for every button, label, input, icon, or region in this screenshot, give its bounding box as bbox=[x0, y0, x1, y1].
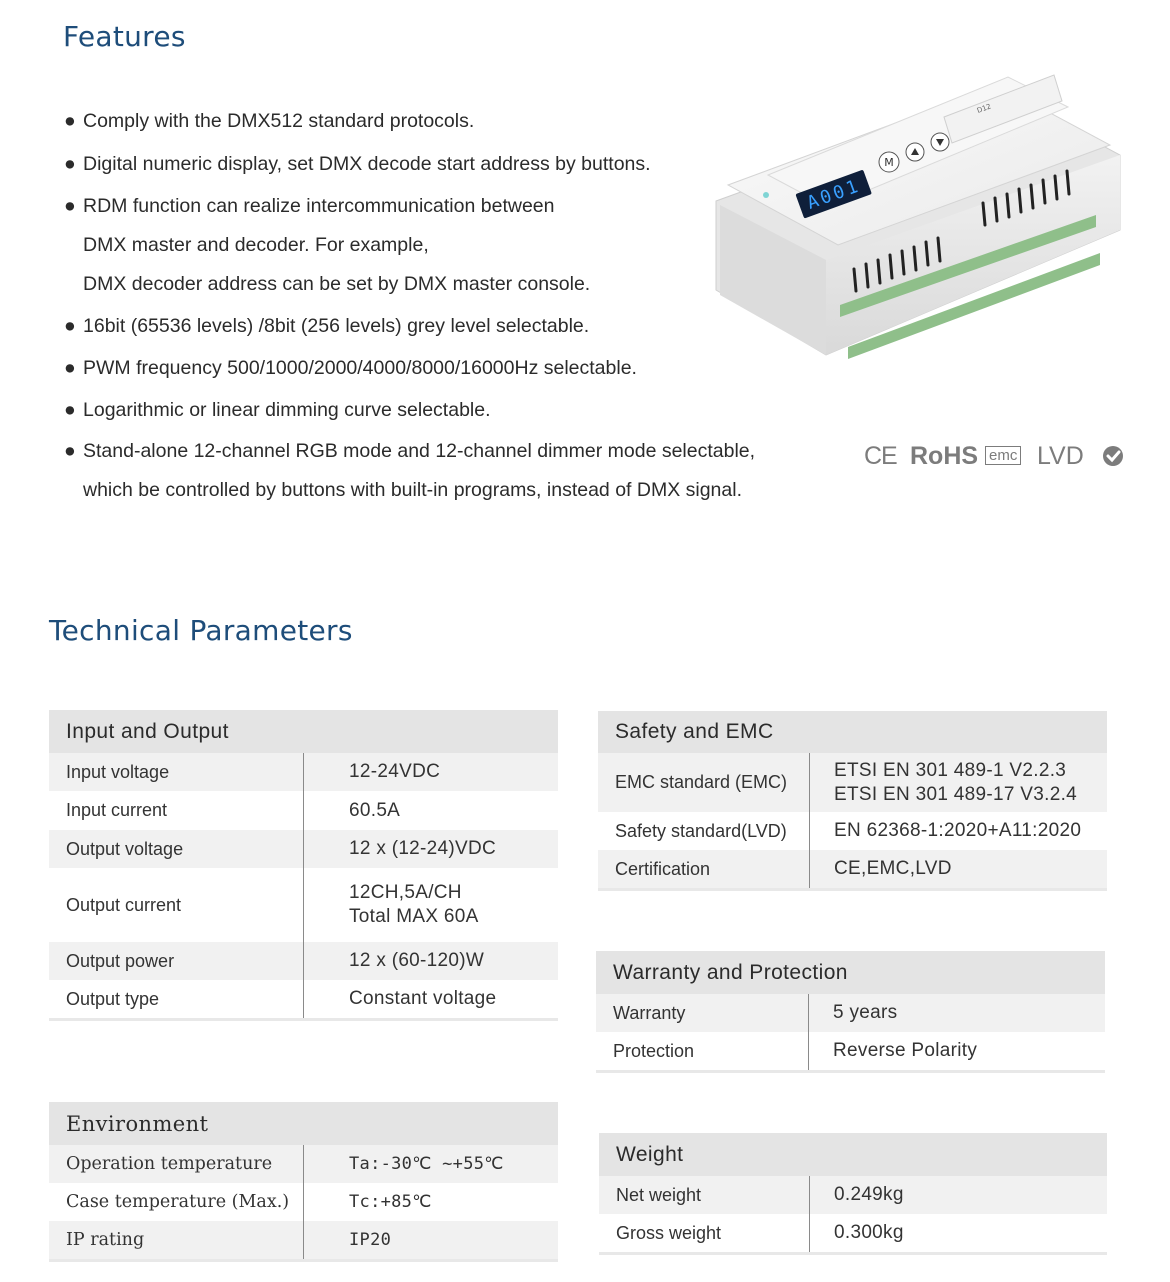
param-label: Operation temperature bbox=[49, 1145, 304, 1183]
table-row bbox=[599, 1214, 1107, 1252]
feature-text: RDM function can realize intercommunication between bbox=[83, 195, 555, 217]
param-value bbox=[304, 868, 479, 942]
feature-text: Digital numeric display, set DMX decode start address by buttons. bbox=[83, 153, 651, 175]
param-label: Input voltage bbox=[49, 753, 304, 791]
product-display-readout: A001 bbox=[804, 175, 864, 214]
feature-text: DMX decoder address can be set by DMX master console. bbox=[83, 273, 591, 295]
table-bottom-rule bbox=[598, 888, 1107, 891]
param-value-line: EN 62368-1:2020+A11:2020 bbox=[834, 820, 1082, 841]
param-value-line: 12 x (12-24)VDC bbox=[349, 838, 497, 859]
feature-text: 16bit (65536 levels) /8bit (256 levels) grey level selectable. bbox=[83, 315, 590, 337]
bullet-icon: ● bbox=[64, 357, 76, 379]
feature-text: DMX master and decoder. For example, bbox=[83, 234, 429, 256]
param-value-line: Tc:+85℃ bbox=[349, 1192, 432, 1212]
param-value bbox=[810, 850, 952, 888]
table-row bbox=[49, 830, 558, 868]
bullet-icon: ● bbox=[64, 440, 76, 462]
param-value bbox=[304, 1183, 432, 1221]
bullet-icon: ● bbox=[64, 153, 76, 175]
feature-item bbox=[64, 195, 554, 218]
table-heading: Weight bbox=[599, 1133, 1107, 1176]
table-row bbox=[49, 1183, 558, 1221]
param-label: Protection bbox=[596, 1032, 809, 1070]
table-row bbox=[49, 942, 558, 980]
table-row bbox=[596, 1032, 1105, 1070]
feature-item bbox=[64, 357, 637, 380]
param-value-line: 60.5A bbox=[349, 799, 401, 821]
param-value bbox=[304, 1221, 391, 1259]
param-value-line: 0.300kg bbox=[834, 1222, 904, 1243]
param-value-line: Ta:-30℃ ~+55℃ bbox=[349, 1154, 504, 1174]
table-safety-emc bbox=[598, 711, 1107, 891]
table-row bbox=[49, 980, 558, 1018]
table-row bbox=[49, 1145, 558, 1183]
bullet-icon: ● bbox=[64, 195, 76, 217]
table-row bbox=[49, 868, 558, 942]
table-weight bbox=[599, 1133, 1107, 1255]
param-value-line: Constant voltage bbox=[349, 988, 497, 1009]
param-value bbox=[810, 1214, 904, 1252]
table-row bbox=[599, 1176, 1107, 1214]
feature-item bbox=[64, 110, 474, 133]
param-label: Warranty bbox=[596, 994, 809, 1032]
feature-text: which be controlled by buttons with built-in programs, instead of DMX signal. bbox=[83, 479, 742, 501]
param-label: Safety standard(LVD) bbox=[598, 812, 810, 850]
features-title: Features bbox=[63, 20, 186, 53]
bullet-icon: ● bbox=[64, 110, 76, 132]
param-label: IP rating bbox=[49, 1221, 304, 1259]
feature-item bbox=[64, 399, 491, 422]
product-model-label: D12 bbox=[975, 102, 993, 115]
param-value bbox=[304, 1145, 504, 1183]
param-value-line: 5 years bbox=[833, 1002, 898, 1023]
table-bottom-rule bbox=[49, 1259, 558, 1262]
param-value bbox=[304, 830, 496, 868]
product-image bbox=[708, 55, 1128, 400]
table-row bbox=[49, 791, 558, 830]
product-mode-button-label: M bbox=[884, 156, 894, 169]
feature-text: PWM frequency 500/1000/2000/4000/8000/16000Hz selectable. bbox=[83, 357, 637, 379]
param-value-line: Reverse Polarity bbox=[833, 1040, 978, 1061]
param-value-line: IP20 bbox=[349, 1230, 392, 1250]
param-label: Output voltage bbox=[49, 830, 304, 868]
feature-text: Stand-alone 12-channel RGB mode and 12-channel dimmer mode selectable, bbox=[83, 440, 756, 462]
param-label: Output power bbox=[49, 942, 304, 980]
param-label: Gross weight bbox=[599, 1214, 810, 1252]
param-value bbox=[304, 942, 484, 980]
table-row bbox=[598, 812, 1107, 850]
table-row bbox=[598, 753, 1107, 812]
lvd-mark: LVD bbox=[1037, 442, 1084, 470]
param-value-line: CE,EMC,LVD bbox=[834, 858, 952, 879]
feature-text: Logarithmic or linear dimming curve selectable. bbox=[83, 399, 491, 421]
feature-item bbox=[64, 315, 589, 338]
param-value-line: Total MAX 60A bbox=[349, 906, 479, 927]
table-row bbox=[49, 1221, 558, 1259]
param-value-line: 12-24VDC bbox=[349, 761, 441, 782]
param-value bbox=[810, 1176, 904, 1214]
table-warranty-protection bbox=[596, 951, 1105, 1073]
table-heading: Environment bbox=[49, 1102, 558, 1145]
feature-text: Comply with the DMX512 standard protocols. bbox=[83, 110, 475, 132]
param-label: Output type bbox=[49, 980, 304, 1018]
ce-mark: CE bbox=[864, 442, 897, 470]
table-input-output bbox=[49, 710, 558, 1021]
table-heading: Safety and EMC bbox=[598, 711, 1107, 753]
table-row bbox=[49, 753, 558, 791]
table-bottom-rule bbox=[49, 1018, 558, 1021]
feature-item bbox=[83, 273, 590, 296]
param-value-line: 12CH,5A/CH bbox=[349, 882, 462, 903]
check-circle-icon bbox=[1101, 444, 1125, 468]
param-value bbox=[810, 812, 1081, 850]
rohs-mark: RoHS bbox=[910, 442, 979, 470]
param-label: Certification bbox=[598, 850, 810, 888]
table-heading: Input and Output bbox=[49, 710, 558, 753]
bullet-icon: ● bbox=[64, 399, 76, 421]
table-row bbox=[598, 850, 1107, 888]
certification-logos bbox=[864, 440, 1134, 476]
param-value bbox=[810, 753, 1077, 812]
feature-item bbox=[64, 153, 651, 176]
param-value-line: ETSI EN 301 489-1 V2.2.3 bbox=[834, 759, 1067, 781]
table-bottom-rule bbox=[599, 1252, 1107, 1255]
param-value bbox=[304, 753, 440, 791]
param-label: Net weight bbox=[599, 1176, 810, 1214]
feature-item bbox=[83, 479, 742, 502]
table-row bbox=[596, 994, 1105, 1032]
table-bottom-rule bbox=[596, 1070, 1105, 1073]
param-value bbox=[304, 980, 496, 1018]
feature-item bbox=[83, 234, 429, 257]
table-environment bbox=[49, 1102, 558, 1262]
param-label: Input current bbox=[49, 791, 304, 830]
emc-mark: emc bbox=[985, 446, 1021, 465]
param-label: Case temperature (Max.) bbox=[49, 1183, 304, 1221]
param-label: EMC standard (EMC) bbox=[598, 753, 810, 812]
param-value bbox=[809, 994, 897, 1032]
param-value bbox=[304, 791, 400, 830]
param-label: Output current bbox=[49, 868, 304, 942]
feature-item bbox=[64, 440, 755, 463]
param-value-line: 0.249kg bbox=[834, 1184, 904, 1205]
param-value bbox=[809, 1032, 977, 1070]
param-value-line: 12 x (60-120)W bbox=[349, 950, 485, 971]
technical-parameters-title: Technical Parameters bbox=[49, 614, 353, 647]
bullet-icon: ● bbox=[64, 315, 76, 337]
param-value-line: ETSI EN 301 489-17 V3.2.4 bbox=[834, 783, 1078, 805]
table-heading: Warranty and Protection bbox=[596, 951, 1105, 994]
